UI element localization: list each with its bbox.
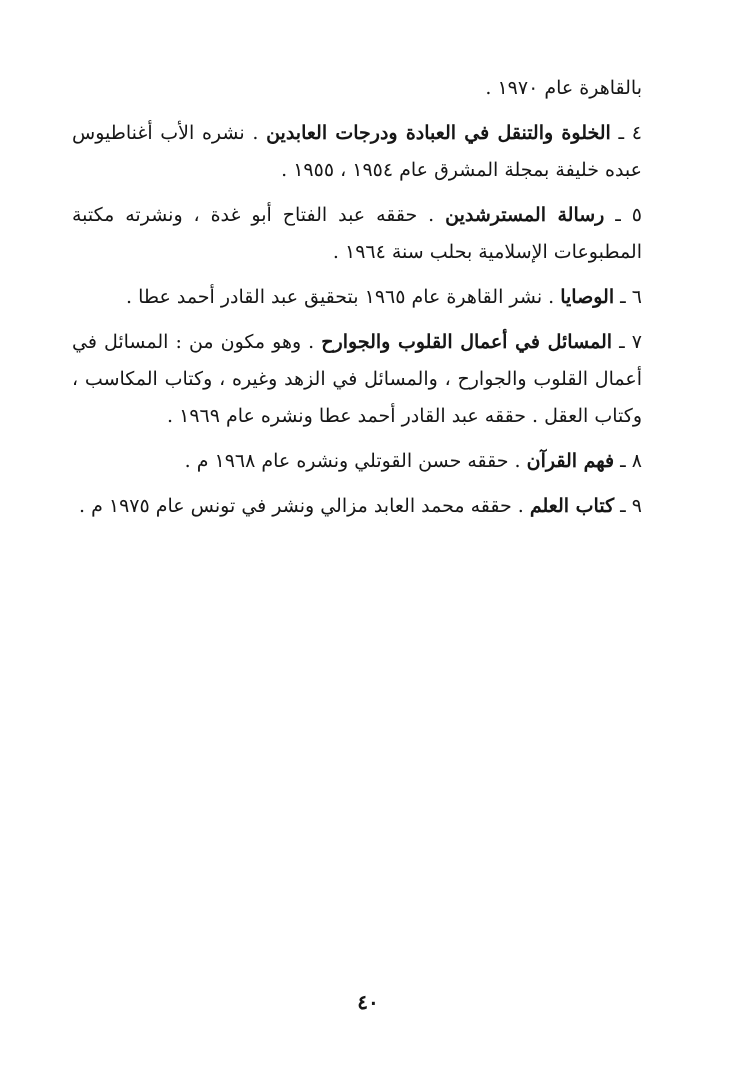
- item-text: . نشر القاهرة عام ١٩٦٥ بتحقيق عبد القادر أحمد عطا .: [126, 286, 561, 308]
- item-text: . حققه حسن القوتلي ونشره عام ١٩٦٨ م .: [184, 450, 527, 472]
- item-title: الوصايا: [560, 286, 615, 308]
- bibliography-list: [72, 70, 642, 533]
- item-number: ٦ ـ: [614, 286, 642, 308]
- list-item-5: [72, 197, 642, 271]
- item-title: الخلوة والتنقل في العبادة ودرجات العابدين: [266, 122, 611, 144]
- item-text: . نشره الأب أغناطيوس عبده خليفة بمجلة المشرق عام ١٩٥٤ ، ١٩٥٥ .: [72, 122, 642, 181]
- list-item-4: [72, 115, 642, 189]
- item-title: فهم القرآن: [526, 450, 615, 472]
- item-number: ٤ ـ: [610, 122, 642, 144]
- item-number: ٨ ـ: [614, 450, 642, 472]
- list-item-8: [72, 443, 642, 480]
- item-text: بالقاهرة عام ١٩٧٠ .: [485, 77, 642, 99]
- list-item-6: [72, 279, 642, 316]
- list-item-9: [72, 488, 642, 525]
- item-title: رسالة المسترشدين: [445, 204, 605, 226]
- item-number: ٩ ـ: [614, 495, 642, 517]
- item-title: المسائل في أعمال القلوب والجوارح: [321, 331, 613, 353]
- item-number: ٥ ـ: [604, 204, 642, 226]
- item-text: . حققه محمد العابد مزالي ونشر في تونس عام ١٩٧٥ م .: [78, 495, 530, 517]
- page-number: ٤٠: [357, 990, 379, 1014]
- item-text: . حققه عبد الفتاح أبو غدة ، ونشرته مكتبة المطبوعات الإسلامية بحلب سنة ١٩٦٤ .: [72, 204, 642, 263]
- list-item-continuation: [72, 70, 642, 107]
- item-title: كتاب العلم: [529, 495, 615, 517]
- item-number: ٧ ـ: [612, 331, 642, 353]
- list-item-7: [72, 324, 642, 435]
- item-text: . وهو مكون من : المسائل في أعمال القلوب والجوارح ، والمسائل في الزهد وغيره ، وكتاب المكاسب ، وكتاب العقل . حققه عبد القادر أحمد عطا ونشره عام ١٩٦٩ .: [72, 331, 642, 427]
